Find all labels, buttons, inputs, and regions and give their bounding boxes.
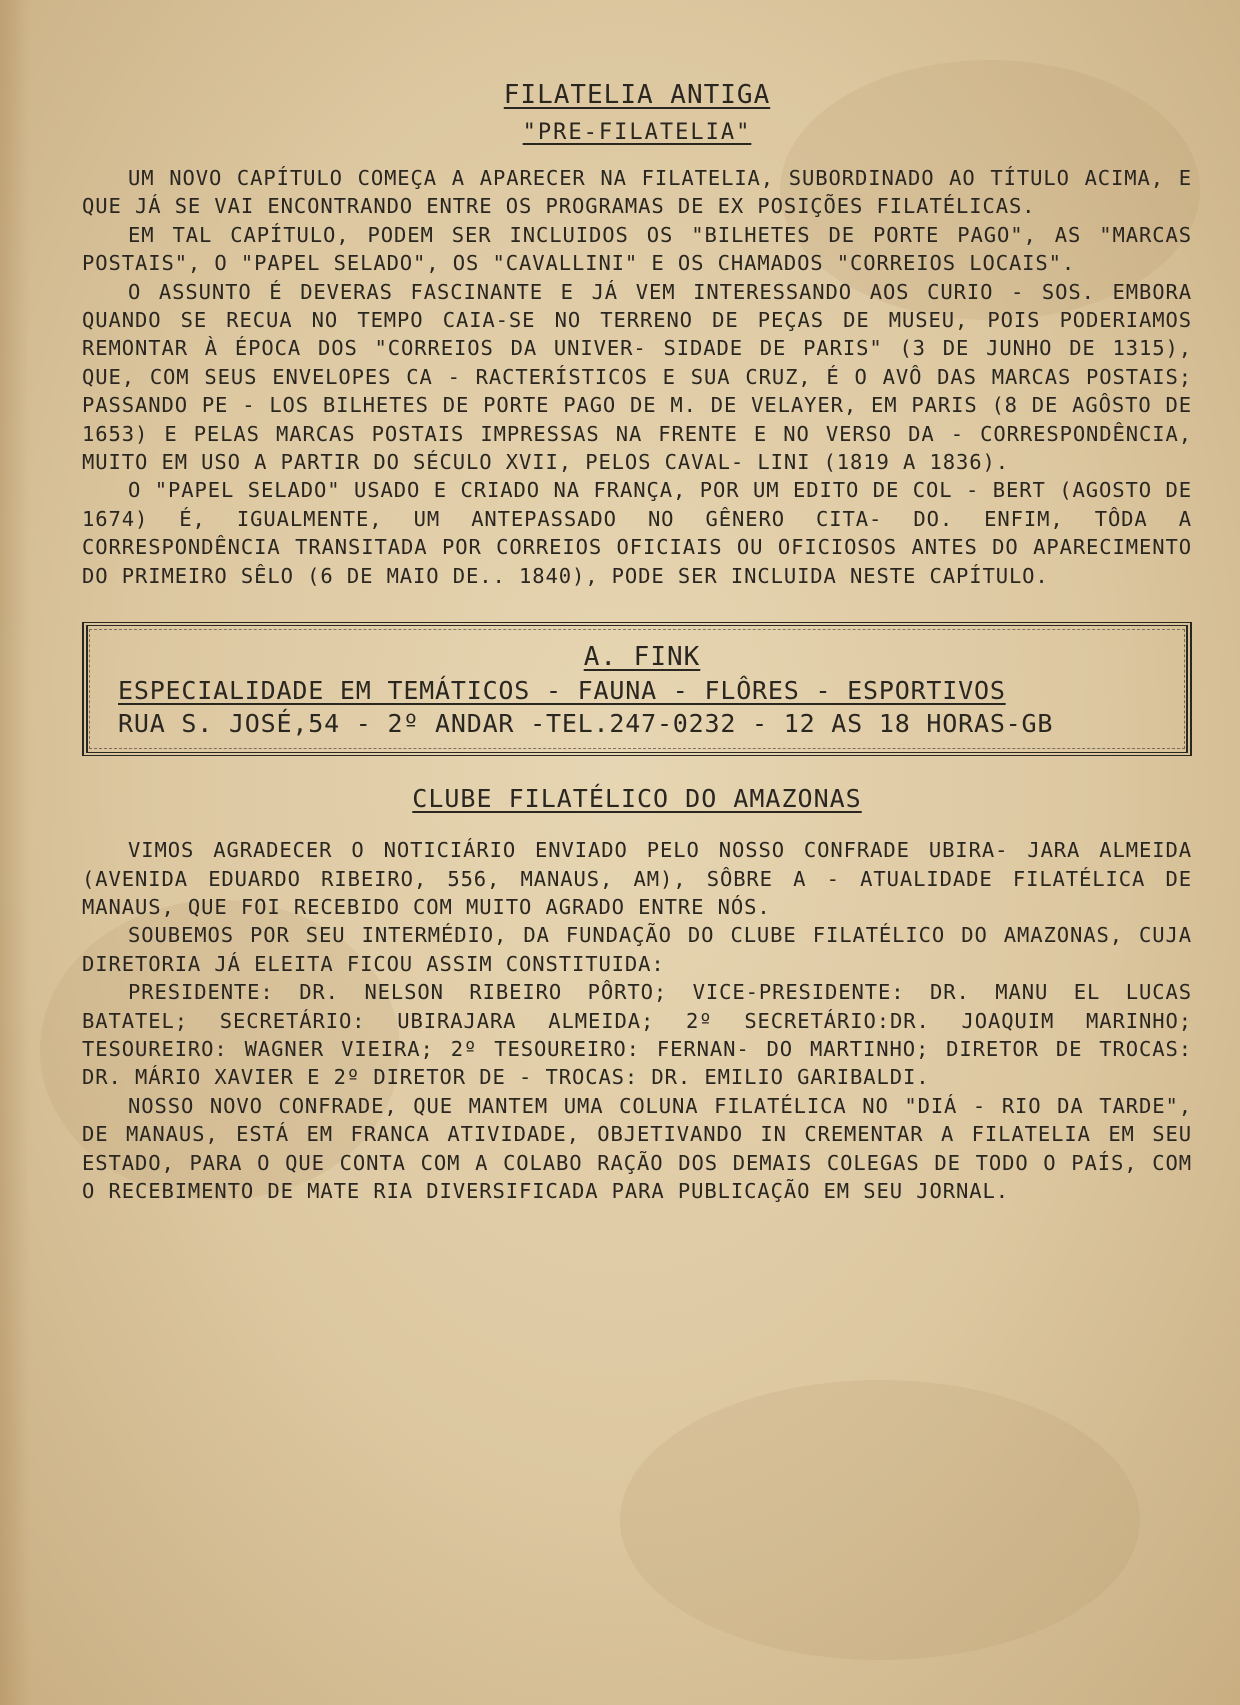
article-paragraph: UM NOVO CAPÍTULO COMEÇA A APARECER NA FILATELIA, SUBORDINADO AO TÍTULO ACIMA, E QUE JÁ SE VAI ENCONTRANDO ENTRE OS PROGRAMAS DE EX POSIÇÕES FILATÉLICAS. <box>82 166 1192 219</box>
article-paragraph: O "PAPEL SELADO" USADO E CRIADO NA FRANÇA, POR UM EDITO DE COL - BERT (AGOSTO DE 1674) É, IGUALMENTE, UM ANTEPASSADO NO GÊNERO CITA- DO. ENFIM, TÔDA A CORRESPONDÊNCIA TRANSITADA POR CORREIOS OFICIAIS OU OFICIOSOS ANTES DO APARECIMENTO DO PRIMEIRO SÊLO (6 DE MAIO DE.. 1840), PODE SER INCLUIDA NESTE CAPÍTULO. <box>82 478 1192 588</box>
club-section-title: CLUBE FILATÉLICO DO AMAZONAS <box>412 784 862 814</box>
advertiser-address: RUA S. JOSÉ,54 - 2º ANDAR -TEL.247-0232 - 12 AS 18 HORAS-GB <box>118 709 1054 739</box>
article-subtitle: "PRE-FILATELIA" <box>522 120 752 145</box>
article-title: FILATELIA ANTIGA <box>503 80 771 110</box>
club-paragraph: VIMOS AGRADECER O NOTICIÁRIO ENVIADO PELO NOSSO CONFRADE UBIRA- JARA ALMEIDA (AVENIDA EDUARDO RIBEIRO, 556, MANAUS, AM), SÔBRE A - ATUALIDADE FILATÉLICA DE MANAUS, QUE FOI RECEBIDO COM MUITO AGRADO ENTRE NÓS. <box>82 838 1192 919</box>
club-paragraph: PRESIDENTE: DR. NELSON RIBEIRO PÔRTO; VICE-PRESIDENTE: DR. MANU EL LUCAS BATATEL; SECRETÁRIO: UBIRAJARA ALMEIDA; 2º SECRETÁRIO:DR. JOAQUIM MARINHO; TESOUREIRO: WAGNER VIEIRA; 2º TESOUREIRO: FERNAN- DO MARTINHO; DIRETOR DE TROCAS: DR. MÁRIO XAVIER E 2º DIRETOR DE - TROCAS: DR. EMILIO GARIBALDI. <box>82 980 1192 1090</box>
advertiser-name: A. FINK <box>583 642 701 673</box>
article-paragraph: O ASSUNTO É DEVERAS FASCINANTE E JÁ VEM INTERESSANDO AOS CURIO - SOS. EMBORA QUANDO SE RECUA NO TEMPO CAIA-SE NO TERRENO DE PEÇAS DE MUSEU, POIS PODERIAMOS REMONTAR À ÉPOCA DOS "CORREIOS DA UNIVER- SIDADE DE PARIS" (3 DE JUNHO DE 1315), QUE, COM SEUS ENVELOPES CA - RACTERÍSTICOS E SUA CRUZ, É O AVÔ DAS MARCAS POSTAIS; PASSANDO PE - LOS BILHETES DE PORTE PAGO DE M. DE VELAYER, EM PARIS (8 DE AGÔSTO DE 1653) E PELAS MARCAS POSTAIS IMPRESSAS NA FRENTE E NO VERSO DA - CORRESPONDÊNCIA, MUITO EM USO A PARTIR DO SÉCULO XVII, PELOS CAVAL- LINI (1819 A 1836). <box>82 279 1192 475</box>
advertisement-box <box>82 622 1192 756</box>
paper-stain <box>620 1380 1140 1660</box>
club-paragraph: SOUBEMOS POR SEU INTERMÉDIO, DA FUNDAÇÃO DO CLUBE FILATÉLICO DO AMAZONAS, CUJA DIRETORIA JÁ ELEITA FICOU ASSIM CONSTITUIDA: <box>82 923 1192 976</box>
advertiser-specialty: ESPECIALIDADE EM TEMÁTICOS - FAUNA - FLÔRES - ESPORTIVOS <box>118 676 1006 706</box>
page-edge-shadow <box>0 0 30 1705</box>
page-content <box>82 78 1192 1205</box>
article-paragraph: EM TAL CAPÍTULO, PODEM SER INCLUIDOS OS "BILHETES DE PORTE PAGO", AS "MARCAS POSTAIS", O "PAPEL SELADO", OS "CAVALLINI" E OS CHAMADOS "CORREIOS LOCAIS". <box>82 222 1192 276</box>
club-paragraph: NOSSO NOVO CONFRADE, QUE MANTEM UMA COLUNA FILATÉLICA NO "DIÁ - RIO DA TARDE", DE MANAUS, ESTÁ EM FRANCA ATIVIDADE, OBJETIVANDO IN CREMENTAR A FILATELIA EM SEU ESTADO, PARA O QUE CONTA COM A COLABO RAÇÃO DOS DEMAIS COLEGAS DE TODO O PAÍS, COM O RECEBIMENTO DE MATE RIA DIVERSIFICADA PARA PUBLICAÇÃO EM SEU JORNAL. <box>82 1093 1192 1203</box>
